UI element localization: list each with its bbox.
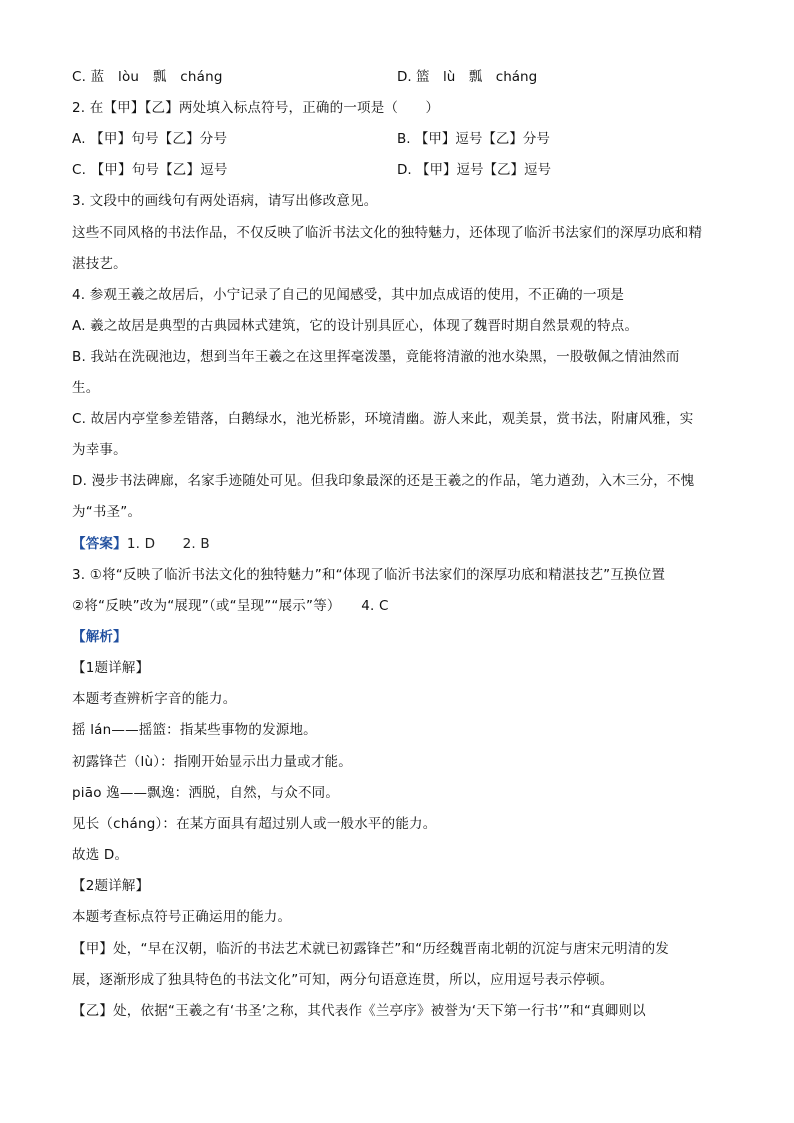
q3-stem: 3. 文段中的画线句有两处语病，请写出修改意见。 <box>72 193 378 209</box>
q4-option-a: A. 羲之故居是典型的古典园林式建筑，它的设计别具匠心，体现了魏晋时期自然景观的特点。 <box>72 318 639 334</box>
q2-option-b: B. 【甲】逗号【乙】分号 <box>397 131 550 147</box>
q1-option-c: C. 蓝 lòu 瓢 cháng <box>72 69 223 85</box>
q2-stem: 2. 在【甲】【乙】两处填入标点符号，正确的一项是（ ） <box>72 100 440 116</box>
detail1-line4: piāo 逸——飘逸：洒脱，自然，与众不同。 <box>72 785 340 801</box>
detail1-line5: 见长（cháng）：在某方面具有超过别人或一般水平的能力。 <box>72 816 437 832</box>
detail1-line2: 摇 lán——摇篮：指某些事物的发源地。 <box>72 722 317 738</box>
q4-option-c-line2: 为幸事。 <box>72 442 127 458</box>
answer-line2: 3. ①将“反映了临沂书法文化的独特魅力”和“体现了临沂书法家们的深厚功底和精湛技艺”互换位置 <box>72 567 666 583</box>
detail2-line1: 本题考查标点符号正确运用的能力。 <box>72 909 292 925</box>
q4-option-b-line1: B. 我站在洗砚池边，想到当年王羲之在这里挥毫泼墨，竟能将清澈的池水染黑，一股敬佩之情油然而 <box>72 349 680 365</box>
q4-option-d-line1: D. 漫步书法碑廊，名家手迹随处可见。但我印象最深的还是王羲之的作品，笔力遒劲，入木三分，不愧 <box>72 473 695 489</box>
q2-option-c: C. 【甲】句号【乙】逗号 <box>72 162 228 178</box>
q2-option-d: D. 【甲】逗号【乙】逗号 <box>397 162 551 178</box>
q1-option-d: D. 篮 lù 瓢 cháng <box>397 69 538 85</box>
answer-label: 【答案】 <box>72 536 127 552</box>
detail2-line2: 【甲】处，“早在汉朝，临沂的书法艺术就已初露锋芒”和“历经魏晋南北朝的沉淀与唐宋元明清的发 <box>72 941 669 957</box>
q4-option-b-line2: 生。 <box>72 380 100 396</box>
detail1-line1: 本题考查辨析字音的能力。 <box>72 691 237 707</box>
detail2-line4: 【乙】处，依据“王羲之有‘书圣’之称，其代表作《兰亭序》被誉为‘天下第一行书’”和“真卿则以 <box>72 1003 646 1019</box>
detail2-heading: 【2题详解】 <box>72 878 150 894</box>
q4-option-c-line1: C. 故居内亭堂参差错落，白鹅绿水，池光桥影，环境清幽。游人来此，观美景，赏书法，附庸风雅，实 <box>72 411 694 427</box>
q3-sentence-line1: 这些不同风格的书法作品，不仅反映了临沂书法文化的独特魅力，还体现了临沂书法家们的深厚功底和精 <box>72 225 703 241</box>
detail1-heading: 【1题详解】 <box>72 660 150 676</box>
detail1-line6: 故选 D。 <box>72 847 129 863</box>
analysis-label: 【解析】 <box>72 629 127 645</box>
detail2-line3: 展，逐渐形成了独具特色的书法文化”可知，两分句语意连贯，所以，应用逗号表示停顿。 <box>72 972 614 988</box>
q2-option-a: A. 【甲】句号【乙】分号 <box>72 131 228 147</box>
q4-option-d-line2: 为“书圣”。 <box>72 504 142 520</box>
answer-line3: ②将“反映”改为“展现”（或“呈现”“展示”等） 4. C <box>72 598 389 614</box>
answer-row <box>72 535 210 553</box>
q4-stem: 4. 参观王羲之故居后，小宁记录了自己的见闻感受，其中加点成语的使用，不正确的一项是 <box>72 287 625 303</box>
answer-line1: 1. D 2. B <box>126 536 210 552</box>
q3-sentence-line2: 湛技艺。 <box>72 256 127 272</box>
detail1-line3: 初露锋芒（lù）：指刚开始显示出力量或才能。 <box>72 754 352 770</box>
